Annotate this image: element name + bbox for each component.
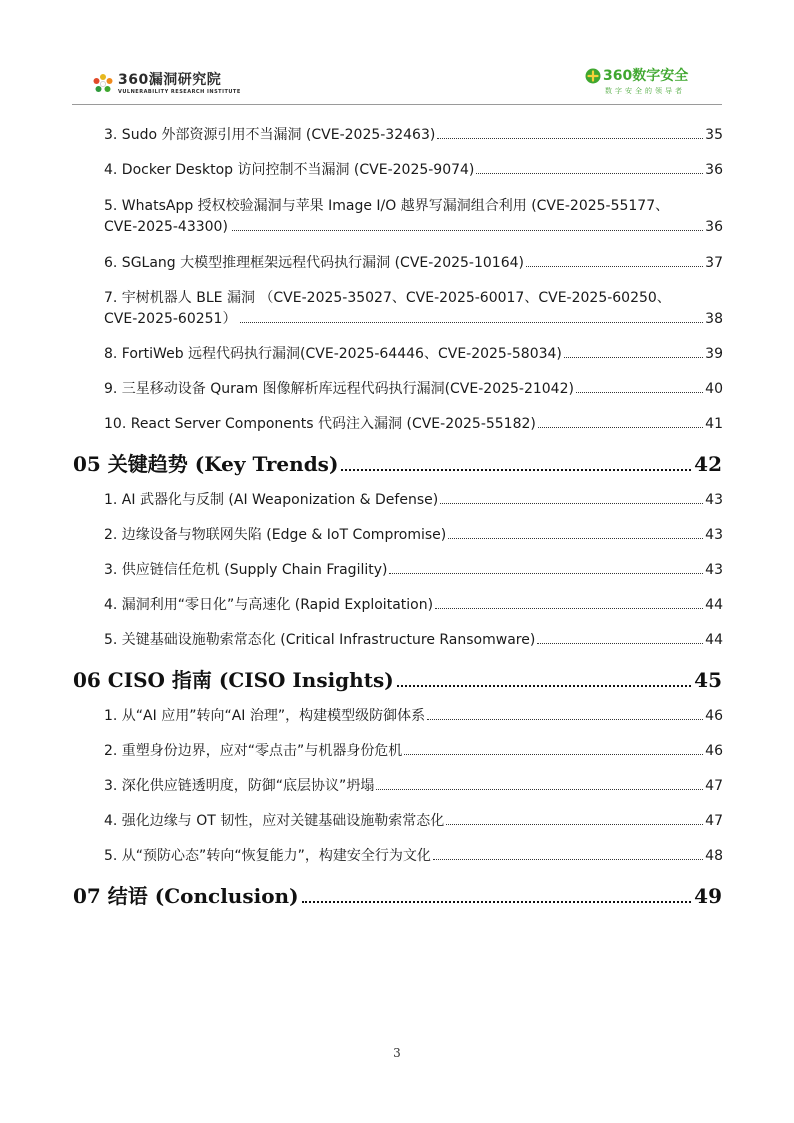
- dot-leader: [433, 859, 703, 860]
- toc-entry-page: 36: [705, 162, 723, 178]
- toc-entry[interactable]: [104, 741, 723, 762]
- green-plus-circle-logo-icon: [585, 68, 601, 84]
- toc-entry[interactable]: [104, 125, 723, 146]
- toc-entry-page: 46: [705, 708, 723, 724]
- toc-entry[interactable]: [104, 846, 723, 867]
- toc-entry-label: 10. React Server Components 代码注入漏洞 (CVE-2025-55182): [104, 416, 536, 432]
- toc-entry-label: 4. 强化边缘与 OT 韧性，应对关键基础设施勒索常态化: [104, 813, 445, 829]
- toc-entry-label-line2: CVE-2025-60251）: [104, 311, 237, 327]
- toc-entry-label: 2. 重塑身份边界，应对“零点击”与机器身份危机: [104, 743, 403, 759]
- toc-entry[interactable]: [104, 379, 723, 400]
- toc-entry-page: 46: [705, 743, 723, 759]
- dot-leader: [440, 503, 703, 504]
- dot-leader: [576, 392, 703, 393]
- toc-entry-label: 6. SGLang 大模型推理框架远程代码执行漏洞 (CVE-2025-10164): [104, 255, 524, 271]
- dot-leader: [397, 685, 691, 687]
- toc-entry-page: 47: [705, 813, 723, 829]
- toc-entry[interactable]: [104, 630, 723, 651]
- institute-logo-subtitle: VULNERABILITY RESEARCH INSTITUTE: [118, 89, 241, 95]
- toc-entry[interactable]: [104, 776, 723, 797]
- vulnerability-institute-logo: [92, 70, 241, 98]
- digital-security-logo-subtitle: 数字安全的领导者: [605, 87, 685, 95]
- toc-entry-line2: [104, 309, 723, 330]
- page-number: 3: [393, 1046, 401, 1060]
- dot-leader: [232, 230, 703, 231]
- toc-entry-page: 40: [705, 381, 723, 397]
- dot-leader: [446, 824, 703, 825]
- dot-leader: [476, 173, 703, 174]
- toc-entry-label: 4. 漏洞利用“零日化”与高速化 (Rapid Exploitation): [104, 597, 434, 613]
- toc-entry-label-line2: CVE-2025-43300): [104, 219, 228, 235]
- dot-leader: [564, 357, 703, 358]
- toc-entry-label: 3. 供应链信任危机 (Supply Chain Fragility): [104, 562, 388, 578]
- toc-entry-label: 3. Sudo 外部资源引用不当漏洞 (CVE-2025-32463): [104, 127, 436, 143]
- dot-leader: [404, 754, 703, 755]
- toc-entry-line2: [104, 217, 723, 238]
- toc-entry[interactable]: [104, 160, 723, 181]
- toc-entry-page: 48: [705, 848, 723, 864]
- toc-entry-label: 2. 边缘设备与物联网失陷 (Edge & IoT Compromise): [104, 527, 447, 543]
- toc-entry[interactable]: [104, 560, 723, 581]
- toc-entry-label: 5. 从“预防心态”转向“恢复能力”，构建安全行为文化: [104, 848, 431, 864]
- dot-leader: [437, 138, 703, 139]
- dot-leader: [435, 608, 703, 609]
- toc-entry-page: 43: [705, 562, 723, 578]
- section-title: 06 CISO 指南 (CISO Insights): [73, 668, 394, 692]
- 360-digital-security-logo: [585, 66, 710, 98]
- toc-entry-page: 38: [705, 311, 723, 327]
- toc-entry-unitree[interactable]: [104, 288, 723, 330]
- dot-leader: [341, 469, 691, 471]
- toc-entry-label-line1: 5. WhatsApp 授权校验漏洞与苹果 Image I/O 越界写漏洞组合利用 (CVE-2025-55177、: [104, 198, 670, 214]
- toc-section-06[interactable]: [73, 666, 722, 694]
- institute-logo-title: 360漏洞研究院: [118, 72, 222, 88]
- toc-entry[interactable]: [104, 344, 723, 365]
- toc-entry-page: 36: [705, 219, 723, 235]
- toc-entry-label: 1. AI 武器化与反制 (AI Weaponization & Defense): [104, 492, 439, 508]
- dot-leader: [240, 322, 703, 323]
- toc-entry-label-line1: 7. 宇树机器人 BLE 漏洞 （CVE-2025-35027、CVE-2025-60017、CVE-2025-60250、: [104, 290, 671, 306]
- dot-leader: [302, 901, 692, 903]
- dot-leader: [537, 643, 703, 644]
- toc-entry-page: 44: [705, 597, 723, 613]
- dot-leader: [389, 573, 703, 574]
- dot-leader: [538, 427, 703, 428]
- toc-section-07[interactable]: [73, 882, 722, 910]
- dot-leader: [526, 266, 703, 267]
- toc-entry-page: 39: [705, 346, 723, 362]
- toc-entry-label: 5. 关键基础设施勒索常态化 (Critical Infrastructure Ransomware): [104, 632, 536, 648]
- toc-entry-label: 3. 深化供应链透明度，防御“底层协议”坍塌: [104, 778, 375, 794]
- toc-entry-label: 9. 三星移动设备 Quram 图像解析库远程代码执行漏洞(CVE-2025-21042): [104, 381, 574, 397]
- toc-entry-page: 37: [705, 255, 723, 271]
- section-page: 42: [694, 452, 722, 476]
- toc-section-05[interactable]: [73, 450, 722, 478]
- toc-entry[interactable]: [104, 525, 723, 546]
- toc-entry-page: 44: [705, 632, 723, 648]
- dot-leader: [448, 538, 703, 539]
- dot-leader: [376, 789, 703, 790]
- toc-entry-label: 8. FortiWeb 远程代码执行漏洞(CVE-2025-64446、CVE-2025-58034): [104, 346, 562, 362]
- toc-entry[interactable]: [104, 706, 723, 727]
- section-page: 49: [694, 884, 722, 908]
- toc-entry-label: 4. Docker Desktop 访问控制不当漏洞 (CVE-2025-9074): [104, 162, 475, 178]
- section-title: 07 结语 (Conclusion): [73, 884, 299, 908]
- digital-security-logo-title: 360数字安全: [603, 68, 689, 84]
- toc-entry-whatsapp[interactable]: [104, 196, 723, 238]
- toc-entry-page: 41: [705, 416, 723, 432]
- toc-entry-label: 1. 从“AI 应用”转向“AI 治理”，构建模型级防御体系: [104, 708, 426, 724]
- toc-entry[interactable]: [104, 253, 723, 274]
- toc-entry-page: 43: [705, 492, 723, 508]
- header-divider: [72, 104, 722, 105]
- toc-entry[interactable]: [104, 595, 723, 616]
- dots-flower-logo-icon: [92, 73, 114, 95]
- toc-entry[interactable]: [104, 490, 723, 511]
- toc-entry[interactable]: [104, 811, 723, 832]
- section-page: 45: [694, 668, 722, 692]
- section-title: 05 关键趋势 (Key Trends): [73, 452, 339, 476]
- page-header: [0, 0, 794, 110]
- dot-leader: [427, 719, 703, 720]
- toc-entry-page: 35: [705, 127, 723, 143]
- toc-entry-page: 47: [705, 778, 723, 794]
- toc-entry[interactable]: [104, 414, 723, 435]
- toc-entry-page: 43: [705, 527, 723, 543]
